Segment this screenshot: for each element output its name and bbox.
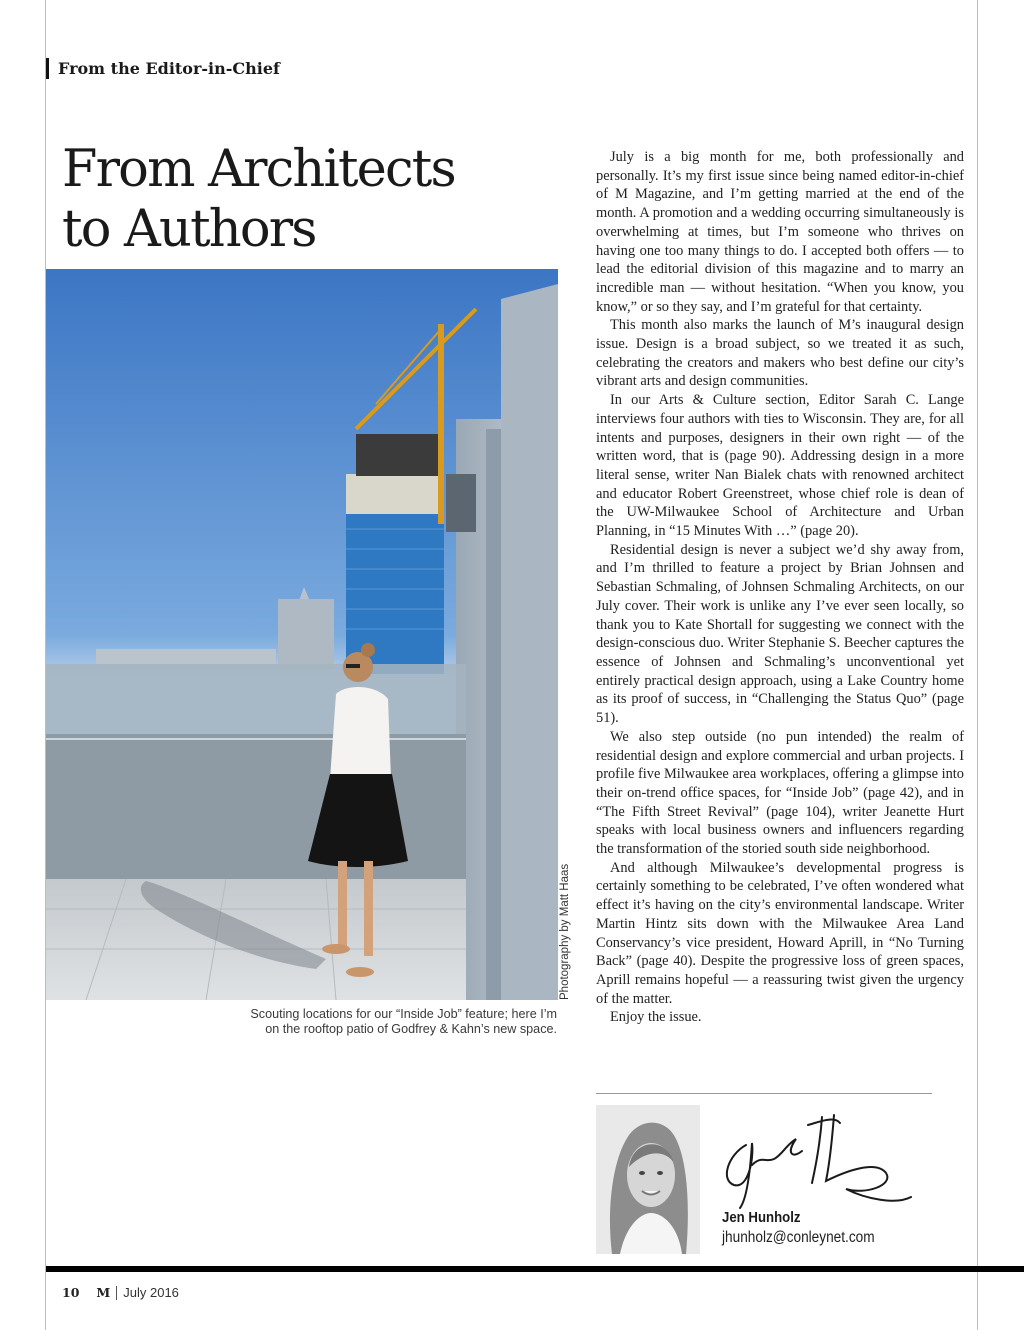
- headline-line-1: From Architects: [62, 140, 455, 199]
- letter-paragraph-1: July is a big month for me, both professionally and personally. It’s my first issue since being named editor-in-chief of M Magazine, and I’m getting married at the end of the month. A promotion and a wedding occurring simultaneously is overwhelming at times, but I’m someone who thrives on having one too many things to do. I accepted both offers — to lead the editorial division of this magazine and to marry an incredible man — without hesitation. “When you know, you know,” or so they say, and I’m grateful for that certainty.: [596, 149, 964, 315]
- page-number: 10: [62, 1285, 80, 1300]
- letter-paragraph-6: And although Milwaukee’s developmental progress is certainly something to be celebrated, I’ve often wondered what effect it’s having on the city’s environmental landscape. Writer Martin Hintz sits down with the Milwaukee Area Land Conservancy’s vice president, Howard Aprill, in “No Turning Back” (page 40). Despite the progressive loss of green spaces, Aprill remains hopeful — a reassuring twist given the urgency of the matter.: [596, 859, 964, 1007]
- letter-sign-off: Enjoy the issue.: [610, 1009, 702, 1026]
- letter-paragraph-5: We also step outside (no pun intended) the realm of residential design and explore commercial and urban projects. I profile five Milwaukee area workplaces, offering a glimpse into their on-trend office spaces, for “Inside Job” (page 42), and in “The Fifth Street Revival” (page 104), writer Jeanette Hurt speaks with local business owners and influencers regarding the transformation of the storied south side neighborhood.: [596, 728, 964, 858]
- headline-line-2: to Authors: [62, 200, 316, 259]
- photo-caption: [150, 1007, 557, 1037]
- magazine-name: M: [96, 1285, 111, 1300]
- letter-paragraph-3: In our Arts & Culture section, Editor Sarah C. Lange interviews four authors with ties to Wisconsin. They are, for all intents and purposes, designers in their own right — of the written word, that is (page 90). Addressing design in a more literal sense, writer Nan Bialek chats with renowned architect and educator Robert Greenstreet, whose chief role is dean of the UW-Milwaukee School of Architecture and Urban Planning, in “15 Minutes With …” (page 20).: [596, 392, 964, 540]
- author-portrait: [596, 1105, 700, 1254]
- divider: [596, 1093, 932, 1094]
- author-name: Jen Hunholz: [722, 1209, 801, 1226]
- editor-letter: [596, 148, 964, 1027]
- footer-rule: [46, 1266, 1024, 1272]
- rooftop-photo: [46, 269, 558, 1000]
- section-title: From the Editor-in-Chief: [58, 59, 280, 78]
- footer-separator: [116, 1286, 117, 1300]
- signature: [716, 1105, 916, 1210]
- letter-paragraph-4: Residential design is never a subject we’d shy away from, and I’m thrilled to feature a project by Brian Johnsen and Sebastian Schmaling, of Johnsen Schmaling Architects, on our July cover. Their work is unlike any I’ve ever seen locally, so thank you to Kate Shortall for suggesting we connect with the design-conscious duo. Writer Stephanie S. Beecher captures the essence of Johnsen and Schmaling’s unconventional yet entirely practical design approach, using a Lake Country home as its proof of success, in “Challenging the Status Quo” (page 51).: [596, 541, 964, 727]
- caption-line-1: Scouting locations for our “Inside Job” feature; here I’m: [250, 1007, 557, 1021]
- section-marker: [46, 58, 49, 79]
- article-headline: [62, 140, 455, 260]
- author-email[interactable]: jhunholz@conleynet.com: [722, 1229, 875, 1246]
- page-footer: [62, 1285, 179, 1300]
- issue-date: July 2016: [123, 1285, 179, 1300]
- photo-credit: Photography by Matt Haas: [559, 863, 571, 1000]
- letter-paragraph-2: This month also marks the launch of M’s inaugural design issue. Design is a broad subject, so we treated it as such, celebrating the creators and makers who best define our city’s vibrant arts and design communities.: [596, 317, 964, 390]
- caption-line-2: on the rooftop patio of Godfrey & Kahn’s new space.: [265, 1022, 557, 1036]
